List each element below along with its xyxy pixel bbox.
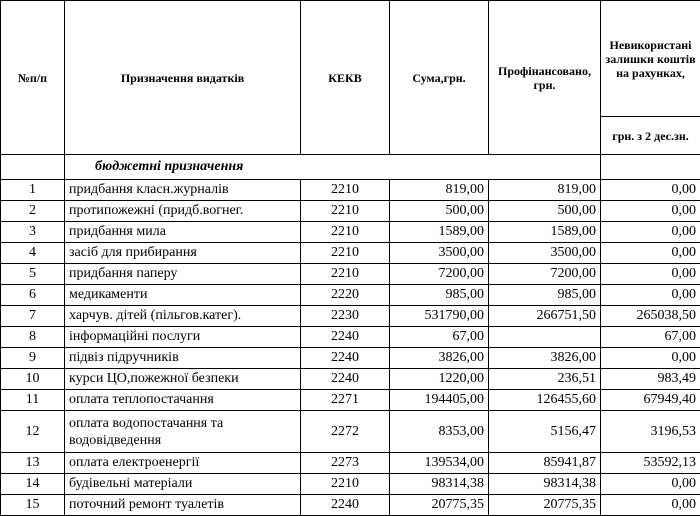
table-row xyxy=(1,222,700,243)
row-purpose: оплата водопостачання та водовідведення xyxy=(65,411,301,453)
row-kekv: 2210 xyxy=(301,201,390,222)
row-financed: 500,00 xyxy=(489,201,601,222)
section-cell-empty xyxy=(1,155,65,180)
row-unused: 0,00 xyxy=(601,201,700,222)
row-sum: 531790,00 xyxy=(390,306,489,327)
row-unused: 0,00 xyxy=(601,243,700,264)
row-sum: 98314,38 xyxy=(390,474,489,495)
row-purpose: придбання мила xyxy=(65,222,301,243)
row-unused: 0,00 xyxy=(601,285,700,306)
row-sum: 500,00 xyxy=(390,201,489,222)
row-financed: 3826,00 xyxy=(489,348,601,369)
row-purpose: підвіз підручників xyxy=(65,348,301,369)
row-kekv: 2210 xyxy=(301,222,390,243)
table-row xyxy=(1,306,700,327)
row-unused: 983,49 xyxy=(601,369,700,390)
row-number: 14 xyxy=(1,474,65,495)
row-purpose: засіб для прибирання xyxy=(65,243,301,264)
row-unused: 3196,53 xyxy=(601,411,700,453)
header-financed: Профінансовано, грн. xyxy=(489,1,601,155)
row-financed: 5156,47 xyxy=(489,411,601,453)
header-kekv: КЕКВ xyxy=(301,1,390,155)
table-row xyxy=(1,390,700,411)
section-cell-empty xyxy=(601,155,700,180)
row-unused: 53592,13 xyxy=(601,453,700,474)
row-sum: 819,00 xyxy=(390,180,489,201)
table-row xyxy=(1,474,700,495)
row-financed: 1589,00 xyxy=(489,222,601,243)
row-kekv: 2220 xyxy=(301,285,390,306)
row-kekv: 2240 xyxy=(301,369,390,390)
row-number: 12 xyxy=(1,411,65,453)
row-number: 13 xyxy=(1,453,65,474)
row-kekv: 2273 xyxy=(301,453,390,474)
row-financed: 7200,00 xyxy=(489,264,601,285)
row-unused: 0,00 xyxy=(601,474,700,495)
row-unused: 0,00 xyxy=(601,495,700,516)
row-financed: 85941,87 xyxy=(489,453,601,474)
section-title: бюджетні призначення xyxy=(65,155,601,180)
row-kekv: 2230 xyxy=(301,306,390,327)
table-row xyxy=(1,348,700,369)
row-purpose: оплата електроенергії xyxy=(65,453,301,474)
table-row xyxy=(1,285,700,306)
row-purpose: харчув. дітей (пільгов.катег). xyxy=(65,306,301,327)
row-number: 9 xyxy=(1,348,65,369)
table-row xyxy=(1,180,700,201)
row-purpose: медикаменти xyxy=(65,285,301,306)
table-row xyxy=(1,495,700,516)
row-sum: 7200,00 xyxy=(390,264,489,285)
table-row xyxy=(1,327,700,348)
row-sum: 194405,00 xyxy=(390,390,489,411)
row-purpose: інформаційні послуги xyxy=(65,327,301,348)
row-number: 15 xyxy=(1,495,65,516)
row-number: 11 xyxy=(1,390,65,411)
header-sum: Сума,грн. xyxy=(390,1,489,155)
row-purpose: придбання класн.журналів xyxy=(65,180,301,201)
row-number: 2 xyxy=(1,201,65,222)
row-sum: 3500,00 xyxy=(390,243,489,264)
row-sum: 1589,00 xyxy=(390,222,489,243)
table-row xyxy=(1,411,700,453)
header-unused: Невикористані залишки коштів на рахунках, xyxy=(601,1,700,117)
header-number: №п/п xyxy=(1,1,65,155)
row-financed: 236,51 xyxy=(489,369,601,390)
row-financed: 819,00 xyxy=(489,180,601,201)
row-sum: 20775,35 xyxy=(390,495,489,516)
row-number: 5 xyxy=(1,264,65,285)
row-financed: 985,00 xyxy=(489,285,601,306)
table-row xyxy=(1,453,700,474)
table-row xyxy=(1,243,700,264)
row-number: 4 xyxy=(1,243,65,264)
table-row xyxy=(1,369,700,390)
row-kekv: 2210 xyxy=(301,474,390,495)
row-financed: 266751,50 xyxy=(489,306,601,327)
row-number: 7 xyxy=(1,306,65,327)
row-kekv: 2240 xyxy=(301,348,390,369)
row-unused: 0,00 xyxy=(601,222,700,243)
row-purpose: придбання паперу xyxy=(65,264,301,285)
row-financed: 3500,00 xyxy=(489,243,601,264)
row-kekv: 2210 xyxy=(301,243,390,264)
row-sum: 8353,00 xyxy=(390,411,489,453)
row-purpose: будівельні матеріали xyxy=(65,474,301,495)
row-kekv: 2240 xyxy=(301,495,390,516)
row-financed: 20775,35 xyxy=(489,495,601,516)
row-number: 1 xyxy=(1,180,65,201)
row-kekv: 2210 xyxy=(301,264,390,285)
row-unused: 67949,40 xyxy=(601,390,700,411)
row-kekv: 2240 xyxy=(301,327,390,348)
row-sum: 139534,00 xyxy=(390,453,489,474)
row-sum: 1220,00 xyxy=(390,369,489,390)
row-unused: 67,00 xyxy=(601,327,700,348)
header-purpose: Призначення видатків xyxy=(65,1,301,155)
row-sum: 67,00 xyxy=(390,327,489,348)
row-number: 8 xyxy=(1,327,65,348)
row-number: 3 xyxy=(1,222,65,243)
row-unused: 0,00 xyxy=(601,180,700,201)
header-unused-sub: грн. з 2 дес.зн. xyxy=(601,117,700,155)
row-purpose: курси ЦО,пожежної безпеки xyxy=(65,369,301,390)
row-kekv: 2210 xyxy=(301,180,390,201)
table-row xyxy=(1,264,700,285)
row-unused: 0,00 xyxy=(601,348,700,369)
row-financed xyxy=(489,327,601,348)
row-purpose: поточний ремонт туалетів xyxy=(65,495,301,516)
row-purpose: протипожежні (придб.вогнег. xyxy=(65,201,301,222)
row-unused: 0,00 xyxy=(601,264,700,285)
row-sum: 985,00 xyxy=(390,285,489,306)
row-sum: 3826,00 xyxy=(390,348,489,369)
row-financed: 98314,38 xyxy=(489,474,601,495)
row-financed: 126455,60 xyxy=(489,390,601,411)
row-kekv: 2271 xyxy=(301,390,390,411)
row-number: 10 xyxy=(1,369,65,390)
row-number: 6 xyxy=(1,285,65,306)
row-unused: 265038,50 xyxy=(601,306,700,327)
table-row xyxy=(1,201,700,222)
row-purpose: оплата теплопостачання xyxy=(65,390,301,411)
row-kekv: 2272 xyxy=(301,411,390,453)
